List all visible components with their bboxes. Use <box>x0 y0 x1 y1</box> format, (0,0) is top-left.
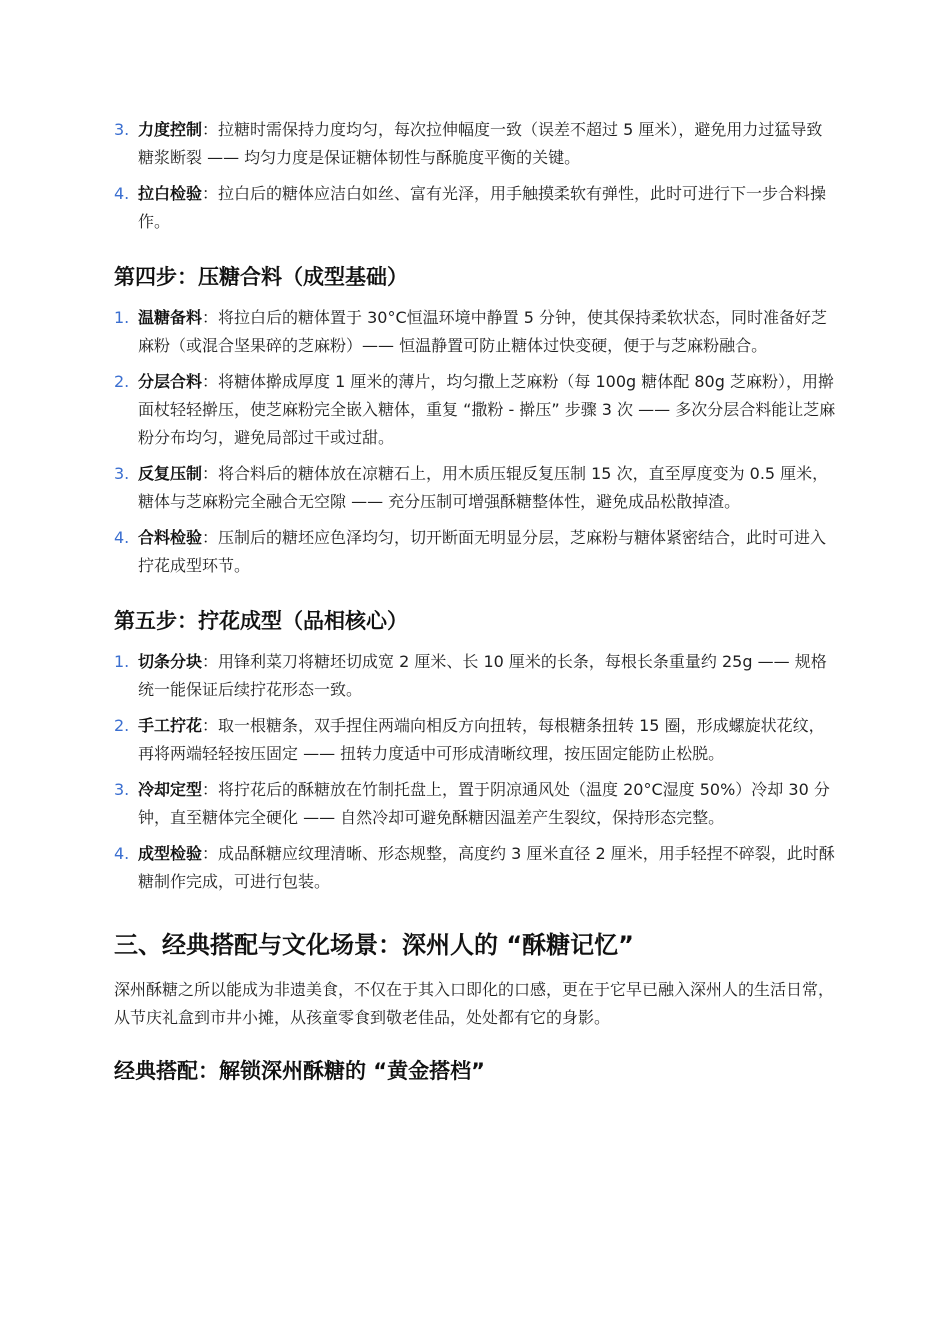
list-number: 1. <box>114 308 130 327</box>
list-term: 切条分块 <box>138 652 203 671</box>
list-item: 2. 分层合料：将糖体擀成厚度 1 厘米的薄片，均匀撒上芝麻粉（每 100g 糖体配 80g 芝麻粉），用擀面杖轻轻擀压，使芝麻粉完全嵌入糖体，重复 “撒粉 - 擀压” 步骤 3 次 —— 多次分层合料能让芝麻粉分布均匀，避免局部过干或过甜。 <box>114 368 838 452</box>
list-text: 用锋利菜刀将糖坯切成宽 2 厘米、长 10 厘米的长条，每根长条重量约 25g —— 规格统一能保证后续拧花形态一致。 <box>138 652 827 699</box>
list-text: 将拧花后的酥糖放在竹制托盘上，置于阴凉通风处（温度 20°C湿度 50%）冷却 30 分钟，直至糖体完全硬化 —— 自然冷却可避免酥糖因温差产生裂纹，保持形态完整。 <box>138 780 830 827</box>
list-item: 2. 手工拧花：取一根糖条，双手捏住两端向相反方向扭转，每根糖条扭转 15 圈，形成螺旋状花纹，再将两端轻轻按压固定 —— 扭转力度适中可形成清晰纹理，按压固定能防止松脱。 <box>114 712 838 768</box>
list-number: 4. <box>114 184 130 203</box>
list-item: 4. 拉白检验：拉白后的糖体应洁白如丝、富有光泽，用手触摸柔软有弹性，此时可进行下一步合料操作。 <box>114 180 838 236</box>
list-text: 取一根糖条，双手捏住两端向相反方向扭转，每根糖条扭转 15 圈，形成螺旋状花纹，再将两端轻轻按压固定 —— 扭转力度适中可形成清晰纹理，按压固定能防止松脱。 <box>138 716 825 763</box>
list-term: 力度控制 <box>138 120 203 139</box>
list-term: 拉白检验 <box>138 184 203 203</box>
list-text: 将拉白后的糖体置于 30°C恒温环境中静置 5 分钟，使其保持柔软状态，同时准备好芝麻粉（或混合坚果碎的芝麻粉）—— 恒温静置可防止糖体过快变硬，便于与芝麻粉融合。 <box>138 308 828 355</box>
pairing-subheading: 经典搭配：解锁深州酥糖的 “黄金搭档” <box>114 1059 485 1083</box>
list-term: 温糖备料 <box>138 308 203 327</box>
list-number: 4. <box>114 844 130 863</box>
list-term: 合料检验 <box>138 528 203 547</box>
list-number: 2. <box>114 372 130 391</box>
section3-heading: 三、经典搭配与文化场景：深州人的 “酥糖记忆” <box>114 931 634 959</box>
list-text: 拉白后的糖体应洁白如丝、富有光泽，用手触摸柔软有弹性，此时可进行下一步合料操作。 <box>138 184 827 231</box>
list-term: 反复压制 <box>138 464 203 483</box>
list-number: 2. <box>114 716 130 735</box>
list-number: 3. <box>114 464 130 483</box>
list-text: 拉糖时需保持力度均匀，每次拉伸幅度一致（误差不超过 5 厘米），避免用力过猛导致糖浆断裂 —— 均匀力度是保证糖体韧性与酥脆度平衡的关键。 <box>138 120 823 167</box>
list-text: 压制后的糖坯应色泽均匀，切开断面无明显分层，芝麻粉与糖体紧密结合，此时可进入拧花成型环节。 <box>138 528 827 575</box>
list-number: 3. <box>114 780 130 799</box>
step5-list <box>114 648 838 896</box>
list-text: 成品酥糖应纹理清晰、形态规整，高度约 3 厘米直径 2 厘米，用手轻捏不碎裂，此时酥糖制作完成，可进行包装。 <box>138 844 835 891</box>
list-term: 手工拧花 <box>138 716 203 735</box>
list-number: 3. <box>114 120 130 139</box>
list-term: 冷却定型 <box>138 780 203 799</box>
step4-heading: 第四步：压糖合料（成型基础） <box>114 265 408 289</box>
list-number: 1. <box>114 652 130 671</box>
list-item: 3. 冷却定型：将拧花后的酥糖放在竹制托盘上，置于阴凉通风处（温度 20°C湿度 50%）冷却 30 分钟，直至糖体完全硬化 —— 自然冷却可避免酥糖因温差产生裂纹，保持形态完整。 <box>114 776 838 832</box>
list-term: 成型检验 <box>138 844 203 863</box>
list-item: 1. 切条分块：用锋利菜刀将糖坯切成宽 2 厘米、长 10 厘米的长条，每根长条重量约 25g —— 规格统一能保证后续拧花形态一致。 <box>114 648 838 704</box>
list-item: 4. 成型检验：成品酥糖应纹理清晰、形态规整，高度约 3 厘米直径 2 厘米，用手轻捏不碎裂，此时酥糖制作完成，可进行包装。 <box>114 840 838 896</box>
list-item: 3. 反复压制：将合料后的糖体放在凉糖石上，用木质压辊反复压制 15 次，直至厚度变为 0.5 厘米，糖体与芝麻粉完全融合无空隙 —— 充分压制可增强酥糖整体性，避免成品松散掉渣。 <box>114 460 838 516</box>
document-content <box>114 116 838 1086</box>
pulling-steps-list <box>114 116 838 236</box>
list-item: 3. 力度控制：拉糖时需保持力度均匀，每次拉伸幅度一致（误差不超过 5 厘米），避免用力过猛导致糖浆断裂 —— 均匀力度是保证糖体韧性与酥脆度平衡的关键。 <box>114 116 838 172</box>
list-item: 4. 合料检验：压制后的糖坯应色泽均匀，切开断面无明显分层，芝麻粉与糖体紧密结合，此时可进入拧花成型环节。 <box>114 524 838 580</box>
section3-paragraph: 深州酥糖之所以能成为非遗美食，不仅在于其入口即化的口感，更在于它早已融入深州人的生活日常，从节庆礼盒到市井小摊，从孩童零食到敬老佳品，处处都有它的身影。 <box>114 980 835 1027</box>
list-item: 1. 温糖备料：将拉白后的糖体置于 30°C恒温环境中静置 5 分钟，使其保持柔软状态，同时准备好芝麻粉（或混合坚果碎的芝麻粉）—— 恒温静置可防止糖体过快变硬，便于与芝麻粉融合。 <box>114 304 838 360</box>
step4-list <box>114 304 838 580</box>
step5-heading: 第五步：拧花成型（品相核心） <box>114 609 408 633</box>
list-term: 分层合料 <box>138 372 203 391</box>
list-text: 将糖体擀成厚度 1 厘米的薄片，均匀撒上芝麻粉（每 100g 糖体配 80g 芝麻粉），用擀面杖轻轻擀压，使芝麻粉完全嵌入糖体，重复 “撒粉 - 擀压” 步骤 3 次 —— 多次分层合料能让芝麻粉分布均匀，避免局部过干或过甜。 <box>138 372 836 447</box>
list-text: 将合料后的糖体放在凉糖石上，用木质压辊反复压制 15 次，直至厚度变为 0.5 厘米，糖体与芝麻粉完全融合无空隙 —— 充分压制可增强酥糖整体性，避免成品松散掉渣。 <box>138 464 829 511</box>
list-number: 4. <box>114 528 130 547</box>
